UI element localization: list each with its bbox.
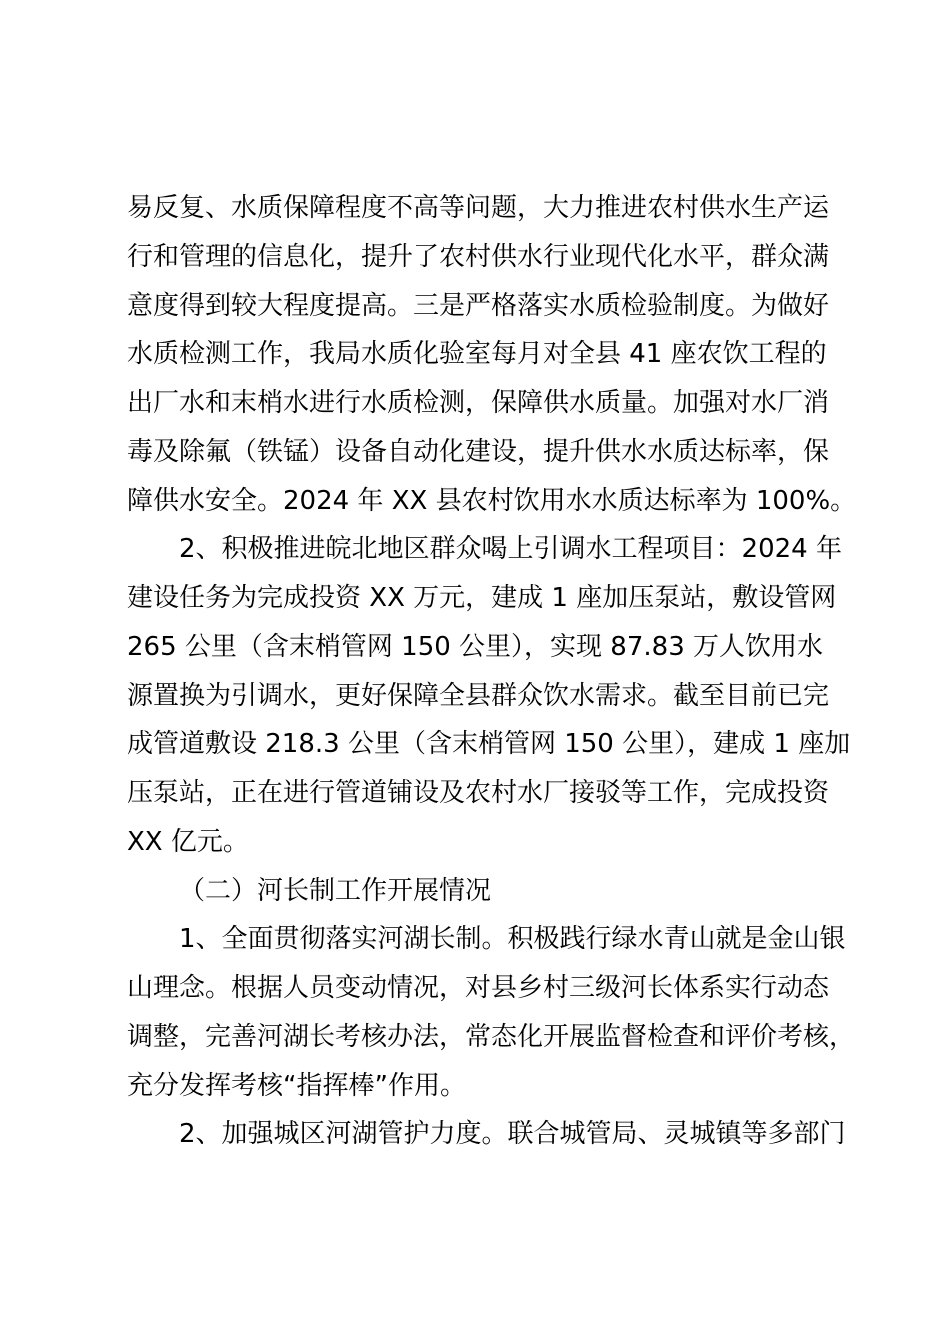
text-line: 毒及除氟（铁锰）设备自动化建设，提升供水水质达标率，保	[127, 436, 830, 467]
text-line: XX 亿元。	[127, 826, 249, 857]
paragraph-start-line: 2、积极推进皖北地区群众喝上引调水工程项目：2024 年	[179, 534, 842, 565]
text-line: 易反复、水质保障程度不高等问题，大力推进农村供水生产运	[127, 193, 830, 223]
text-line: 成管道敷设 218.3 公里（含末梢管网 150 公里），建成 1 座加	[127, 729, 851, 760]
paragraph-start-line: 2、加强城区河湖管护力度。联合城管局、灵城镇等多部门	[179, 1119, 846, 1150]
body-text	[127, 184, 857, 1159]
paragraph-start-line: 1、全面贯彻落实河湖长制。积极践行绿水青山就是金山银	[179, 924, 846, 955]
text-line: 压泵站，正在进行管道铺设及农村水厂接驳等工作，完成投资	[127, 778, 830, 808]
text-line: 山理念。根据人员变动情况，对县乡村三级河长体系实行动态	[127, 973, 830, 1003]
text-line: 出厂水和末梢水进行水质检测，保障供水质量。加强对水厂消	[127, 388, 830, 418]
section-heading: （二）河长制工作开展情况	[179, 875, 492, 906]
text-line: 水质检测工作，我局水质化验室每月对全县 41 座农饮工程的	[127, 339, 827, 370]
text-line: 意度得到较大程度提高。三是严格落实水质检验制度。为做好	[127, 290, 830, 321]
text-line: 充分发挥考核“指挥棒”作用。	[127, 1070, 466, 1101]
text-line: 障供水安全。2024 年 XX 县农村饮用水水质达标率为 100%。	[127, 485, 857, 516]
text-line: 建设任务为完成投资 XX 万元，建成 1 座加压泵站，敷设管网	[127, 583, 837, 613]
text-line: 调整，完善河湖长考核办法，常态化开展监督检查和评价考核，	[127, 1021, 856, 1052]
text-line: 265 公里（含末梢管网 150 公里），实现 87.83 万人饮用水	[127, 631, 824, 662]
text-line: 行和管理的信息化，提升了农村供水行业现代化水平，群众满	[127, 241, 830, 272]
text-line: 源置换为引调水，更好保障全县群众饮水需求。截至目前已完	[127, 680, 830, 711]
